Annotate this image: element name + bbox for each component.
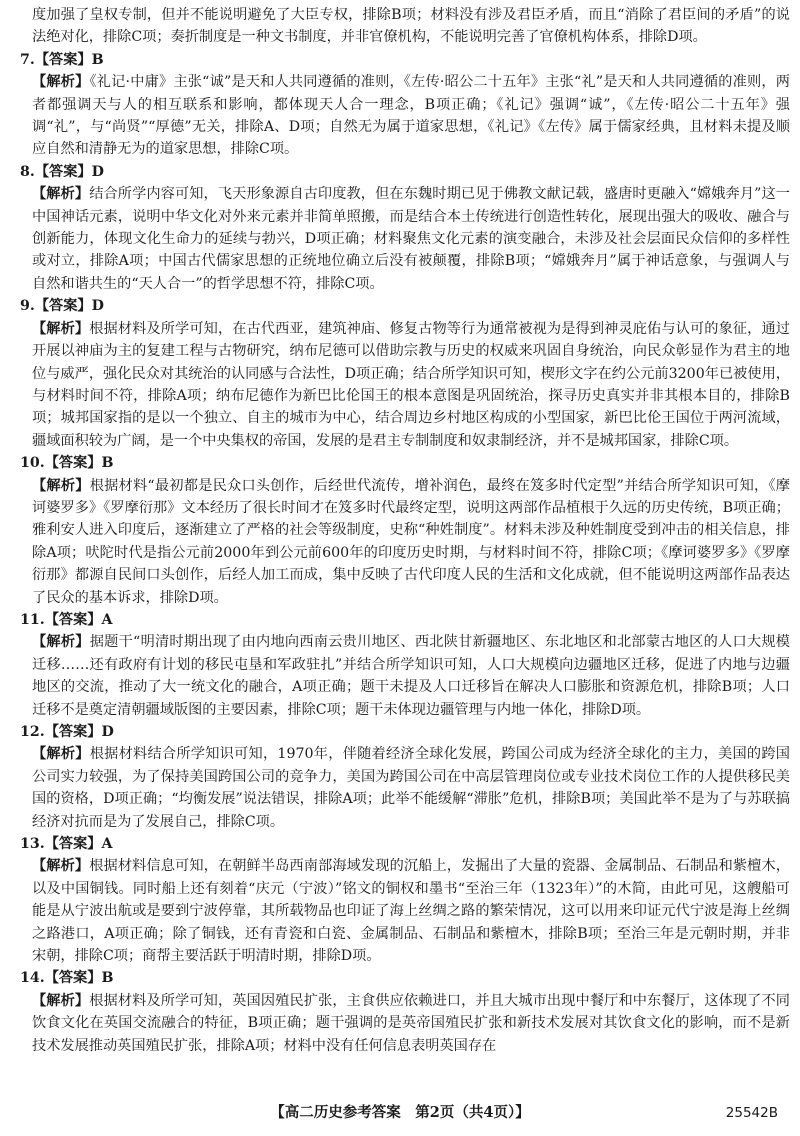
question-number: 7. bbox=[20, 51, 35, 68]
answer-value: B bbox=[91, 51, 104, 68]
answer-value: A bbox=[101, 836, 113, 853]
answer-value: B bbox=[101, 455, 114, 472]
footer-code: 25542B bbox=[725, 1105, 778, 1121]
analysis-label: 【解析】 bbox=[32, 477, 90, 494]
analysis-label: 【解析】 bbox=[32, 186, 90, 203]
answer-label: 【答案】 bbox=[44, 455, 102, 472]
analysis-paragraph bbox=[20, 631, 790, 721]
answer-item bbox=[20, 721, 790, 833]
answer-line bbox=[20, 967, 790, 989]
answer-item bbox=[20, 161, 790, 295]
question-number: 9. bbox=[20, 298, 35, 315]
answer-label: 【答案】 bbox=[44, 836, 102, 853]
answer-item bbox=[20, 49, 790, 161]
answer-value: D bbox=[91, 163, 104, 180]
analysis-label: 【解析】 bbox=[32, 992, 90, 1009]
analysis-label: 【解析】 bbox=[32, 858, 90, 875]
answer-value: D bbox=[101, 724, 114, 740]
answer-label: 【答案】 bbox=[44, 970, 102, 987]
answer-line bbox=[20, 295, 790, 317]
analysis-paragraph bbox=[20, 743, 790, 833]
answer-line bbox=[20, 452, 790, 474]
answer-item bbox=[20, 609, 790, 721]
answer-label: 【答案】 bbox=[44, 724, 102, 740]
answer-item bbox=[20, 452, 790, 609]
footer-title: 【高二历史参考答案 第2页（共4页）】 bbox=[270, 1104, 530, 1121]
answer-label: 【答案】 bbox=[34, 298, 92, 315]
question-number: 14. bbox=[20, 970, 45, 987]
answer-line bbox=[20, 833, 790, 855]
answer-item bbox=[20, 967, 790, 1057]
analysis-text: 根据材料及所学可知，在古代西亚，建筑神庙、修复古物等行为通常被视为是得到神灵庇佑与认可的象征，通过开展以神庙为主的复建工程与古物研究，纳布尼德可以借助宗教与历史的权威来巩固自身统治，向民众彰显作为君主的地位与威严，强化民众对其统治的认同感与合法性，D项正确；结合所学知识可知，楔形文字在约公元前3200年已被使用，与材料时间不符，排除A项；纳布尼德作为新巴比伦国王的根本意图是巩固统治，探寻历史真实并非其根本目的，排除B项；城邦国家指的是以一个独立、自主的城市为中心，结合周边乡村地区构成的小型国家，新巴比伦王国位于两河流域，疆域面积较为广阔，是一个中央集权的帝国，发展的是君主专制制度和奴隶制经济，并不是城邦国家，排除C项。 bbox=[32, 320, 790, 449]
answer-value: A bbox=[101, 611, 113, 628]
answer-line bbox=[20, 161, 790, 183]
analysis-paragraph bbox=[20, 318, 790, 452]
answer-label: 【答案】 bbox=[34, 51, 92, 68]
analysis-text: 据题干“明清时期出现了由内地向西南云贵川地区、西北陕甘新疆地区、东北地区和北部蒙古地区的人口大规模迁移……还有政府有计划的移民屯垦和军政驻扎”并结合所学知识可知，人口大规模向边疆地区迁移，促进了内地与边疆地区的交流，推动了大一统文化的融合，A项正确；题干未提及人口迁移旨在解决人口膨胀和资源危机，排除B项；人口迁移不是奠定清朝疆域版图的主要因素，排除C项；题干未体现边疆管理与内地一体化，排除D项。 bbox=[32, 634, 790, 718]
question-number: 12. bbox=[20, 724, 45, 740]
answer-value: B bbox=[101, 970, 114, 987]
answer-items bbox=[20, 49, 790, 1057]
answer-label: 【答案】 bbox=[34, 163, 92, 180]
continued-paragraph: 度加强了皇权专制，但并不能说明避免了大臣专权，排除B项；材料没有涉及君臣矛盾，而且“消除了君臣间的矛盾”的说法绝对化，排除C项；奏折制度是一种文书制度，并非官僚机构，不能说明完善了官僚机构体系，排除D项。 bbox=[32, 7, 790, 46]
analysis-label: 【解析】 bbox=[32, 320, 90, 337]
analysis-paragraph bbox=[20, 990, 790, 1057]
analysis-text: 《礼记·中庸》主张“诚”是天和人共同遵循的准则，《左传·昭公二十五年》主张“礼”是天和人共同遵循的准则，两者都强调天与人的相互联系和影响，都体现天人合一理念，B项正确；《礼记》强调“诚”，《左传·昭公二十五年》强调“礼”，与“尚贤”“厚德”无关，排除A、D项；自然无为属于道家思想，《礼记》《左传》属于儒家经典，且材料未提及顺应自然和清静无为的道家思想，排除C项。 bbox=[32, 74, 790, 158]
answer-item bbox=[20, 295, 790, 452]
analysis-text: 根据材料结合所学知识可知，1970年，伴随着经济全球化发展，跨国公司成为经济全球化的主力，美国的跨国公司实力较强，为了保持美国跨国公司的竞争力，美国为跨国公司在中高层管理岗位或专业技术岗位工作的人提供移民美国的资格，D项正确；“均衡发展”说法错误，排除A项；此举不能缓解“滞胀”危机，排除B项；美国此举不是为了与苏联搞经济对抗而是为了发展自己，排除C项。 bbox=[32, 746, 790, 830]
answer-label: 【答案】 bbox=[44, 611, 102, 628]
analysis-paragraph bbox=[20, 475, 790, 609]
question-number: 10. bbox=[20, 455, 45, 472]
answer-line bbox=[20, 49, 790, 71]
analysis-paragraph bbox=[20, 71, 790, 161]
question-number: 13. bbox=[20, 836, 45, 853]
analysis-label: 【解析】 bbox=[32, 634, 90, 651]
analysis-text: 根据材料“最初都是民众口头创作，后经世代流传，增补润色，最终在笈多时代定型”并结合所学知识可知，《摩诃婆罗多》《罗摩衍那》文本经历了很长时间才在笈多时代最终定型，说明这两部作品植根于久远的历史传统，B项正确；雅利安人进入印度后，逐渐建立了严格的社会等级制度，史称“种姓制度”。材料未涉及种姓制度受到冲击的相关信息，排除A项；吠陀时代是指公元前2000年到公元前600年的印度历史时期，与材料时间不符，排除C项；《摩诃婆罗多》《罗摩衍那》都源自民间口头创作，后经人加工而成，集中反映了古代印度人民的生活和文化成就，但不能说明这两部作品表达了民众的基本诉求，排除D项。 bbox=[32, 477, 790, 606]
analysis-label: 【解析】 bbox=[32, 746, 90, 763]
answer-value: D bbox=[91, 298, 104, 315]
answer-page bbox=[20, 4, 790, 1057]
answer-line bbox=[20, 609, 790, 631]
page-footer bbox=[0, 1101, 800, 1125]
question-number: 8. bbox=[20, 163, 35, 180]
analysis-paragraph bbox=[20, 855, 790, 967]
question-number: 11. bbox=[20, 611, 45, 628]
analysis-text: 根据材料及所学可知，英国因殖民扩张，主食供应依赖进口，并且大城市出现中餐厅和中东餐厅，这体现了不同饮食文化在英国交流融合的特征，B项正确；题干强调的是英帝国殖民扩张和新技术发展对其饮食文化的影响，而不是新技术发展推动英国殖民扩张，排除A项；材料中没有任何信息表明英国存在 bbox=[32, 992, 790, 1054]
analysis-paragraph bbox=[20, 183, 790, 295]
analysis-text: 根据材料信息可知，在朝鲜半岛西南部海域发现的沉船上，发掘出了大量的瓷器、金属制品、石制品和紫檀木，以及中国铜钱。同时船上还有刻着“庆元（宁波）”铭文的铜权和墨书“至治三年（1323年）”的木简，由此可见，这艘船可能是从宁波出航或是要到宁波停靠，其所载物品也印证了海上丝绸之路的繁荣情况，这可以用来印证元代宁波是海上丝绸之路港口，A项正确；除了铜钱，还有青瓷和白瓷、金属制品、石制品和紫檀木，排除B项；至治三年是元朝时期，并非宋朝，排除C项；商帮主要活跃于明清时期，排除D项。 bbox=[32, 858, 790, 965]
analysis-text: 结合所学内容可知，飞天形象源自古印度教，但在东魏时期已见于佛教文献记载，盛唐时更融入“嫦娥奔月”这一中国神话元素，说明中华文化对外来元素并非简单照搬，而是结合本土传统进行创造性转化，展现出强大的吸收、融合与创新能力，体现文化生命力的延续与勃兴，D项正确；材料聚焦文化元素的演变融合，未涉及社会层面民众信仰的多样性或对立，排除A项；中国古代儒家思想的正统地位确立后没有被颠覆，排除B项；“嫦娥奔月”属于神话意象，与强调人与自然和谐共生的“天人合一”的哲学思想不符，排除C项。 bbox=[32, 186, 790, 292]
answer-line bbox=[20, 721, 790, 743]
analysis-label: 【解析】 bbox=[32, 74, 90, 91]
answer-item bbox=[20, 833, 790, 967]
